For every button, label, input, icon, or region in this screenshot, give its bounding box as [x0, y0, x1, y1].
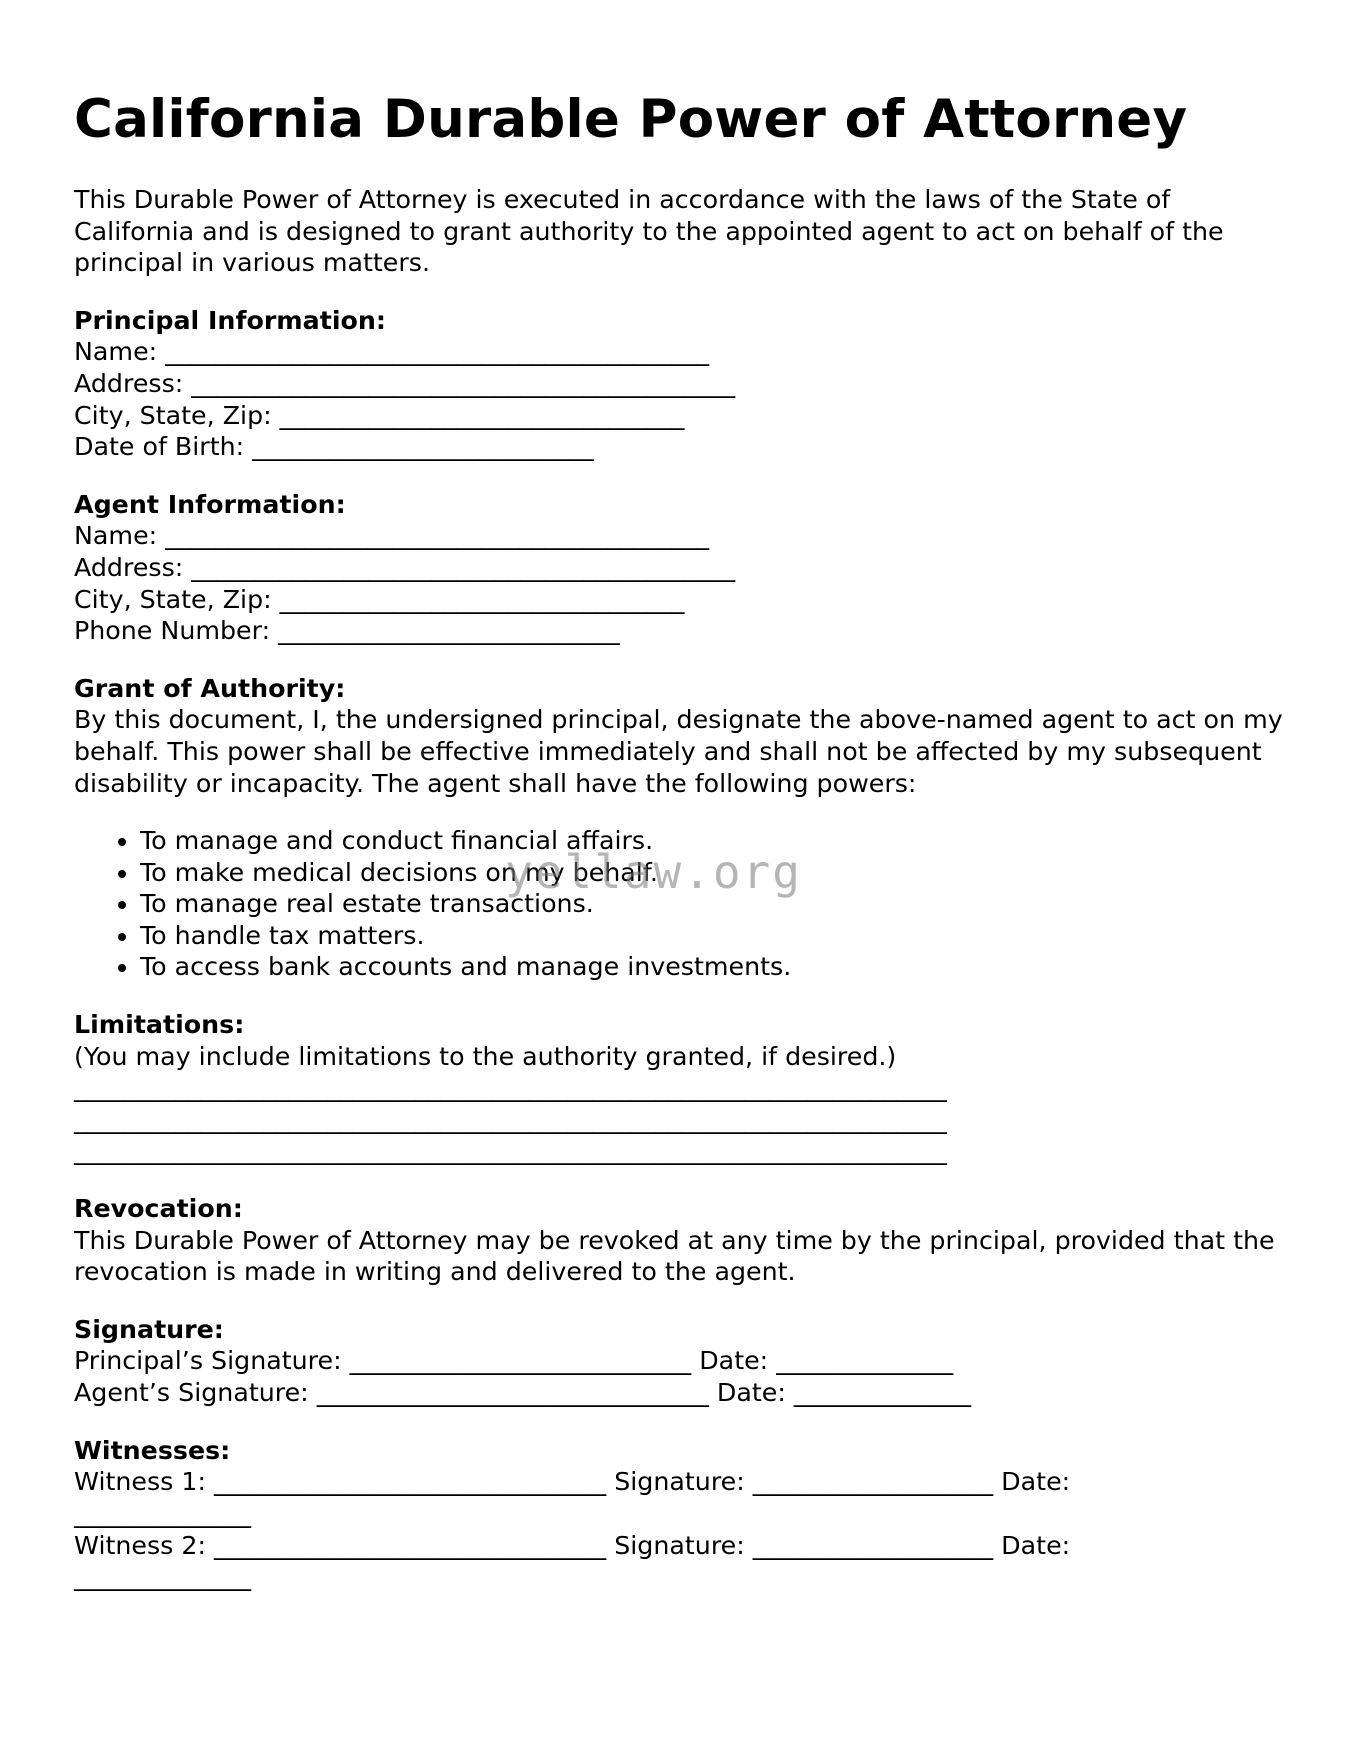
power-item: • To make medical decisions on my behalf.	[140, 857, 1289, 889]
principal-section	[74, 305, 1289, 463]
witnesses-heading: Witnesses:	[74, 1435, 231, 1465]
limitations-section	[74, 1009, 1289, 1167]
power-item: • To manage and conduct financial affairs.	[140, 825, 1289, 857]
grant-heading: Grant of Authority:	[74, 673, 346, 703]
power-item: • To access bank accounts and manage investments.	[140, 951, 1289, 983]
principal-signature-field: Principal’s Signature: ___________________________ Date: ______________	[74, 1346, 954, 1376]
agent-phone-field: Phone Number: ___________________________	[74, 616, 620, 646]
principal-address-field: Address: ___________________________________________	[74, 368, 736, 398]
limitations-text: (You may include limitations to the authority granted, if desired.)	[74, 1041, 897, 1071]
intro-paragraph: This Durable Power of Attorney is executed in accordance with the laws of the State of California and is designed to grant authority to the appointed agent to act on behalf of the principal in various matters.	[74, 185, 1224, 278]
agent-address-field: Address: ___________________________________________	[74, 552, 736, 582]
signature-section	[74, 1314, 1289, 1409]
witness-1-field: Witness 1: _______________________________ Signature: ___________________ Date:	[74, 1467, 1071, 1497]
limitations-heading: Limitations:	[74, 1010, 245, 1040]
principal-dob-field: Date of Birth: ___________________________	[74, 432, 594, 462]
signature-heading: Signature:	[74, 1314, 224, 1344]
limitations-line-3: _____________________________________________________________________	[74, 1136, 947, 1166]
agent-signature-field: Agent’s Signature: _______________________________ Date: ______________	[74, 1378, 971, 1407]
limitations-line-2: _____________________________________________________________________	[74, 1104, 947, 1134]
principal-name-field: Name: ___________________________________________	[74, 337, 710, 367]
witness-2-date-line: ______________	[74, 1562, 252, 1592]
power-item: • To manage real estate transactions.	[140, 888, 1289, 920]
agent-heading: Agent Information:	[74, 489, 346, 519]
revocation-section	[74, 1193, 1289, 1288]
grant-section	[74, 673, 1289, 983]
agent-section	[74, 489, 1289, 647]
witnesses-section	[74, 1435, 1289, 1593]
grant-text: By this document, I, the undersigned principal, designate the above-named agent to act on my behalf. This power shall be effective immediately and shall not be affected by my subsequent disability or incapacity. The agent shall have the following powers:	[74, 705, 1283, 798]
watermark-logo: yellaw.org	[505, 845, 802, 899]
document-title: California Durable Power of Attorney	[74, 89, 1188, 150]
revocation-text: This Durable Power of Attorney may be revoked at any time by the principal, provided that the revocation is made in writing and delivered to the agent.	[74, 1225, 1275, 1287]
power-item: • To handle tax matters.	[140, 920, 1289, 952]
principal-city-field: City, State, Zip: ________________________________	[74, 400, 685, 430]
witness-2-field: Witness 2: _______________________________ Signature: ___________________ Date:	[74, 1530, 1071, 1560]
witness-1-date-line: ______________	[74, 1498, 252, 1528]
revocation-heading: Revocation:	[74, 1194, 243, 1224]
limitations-line-1: _____________________________________________________________________	[74, 1073, 947, 1103]
principal-heading: Principal Information:	[74, 305, 386, 335]
agent-city-field: City, State, Zip: ________________________________	[74, 584, 685, 614]
agent-name-field: Name: ___________________________________________	[74, 521, 710, 551]
